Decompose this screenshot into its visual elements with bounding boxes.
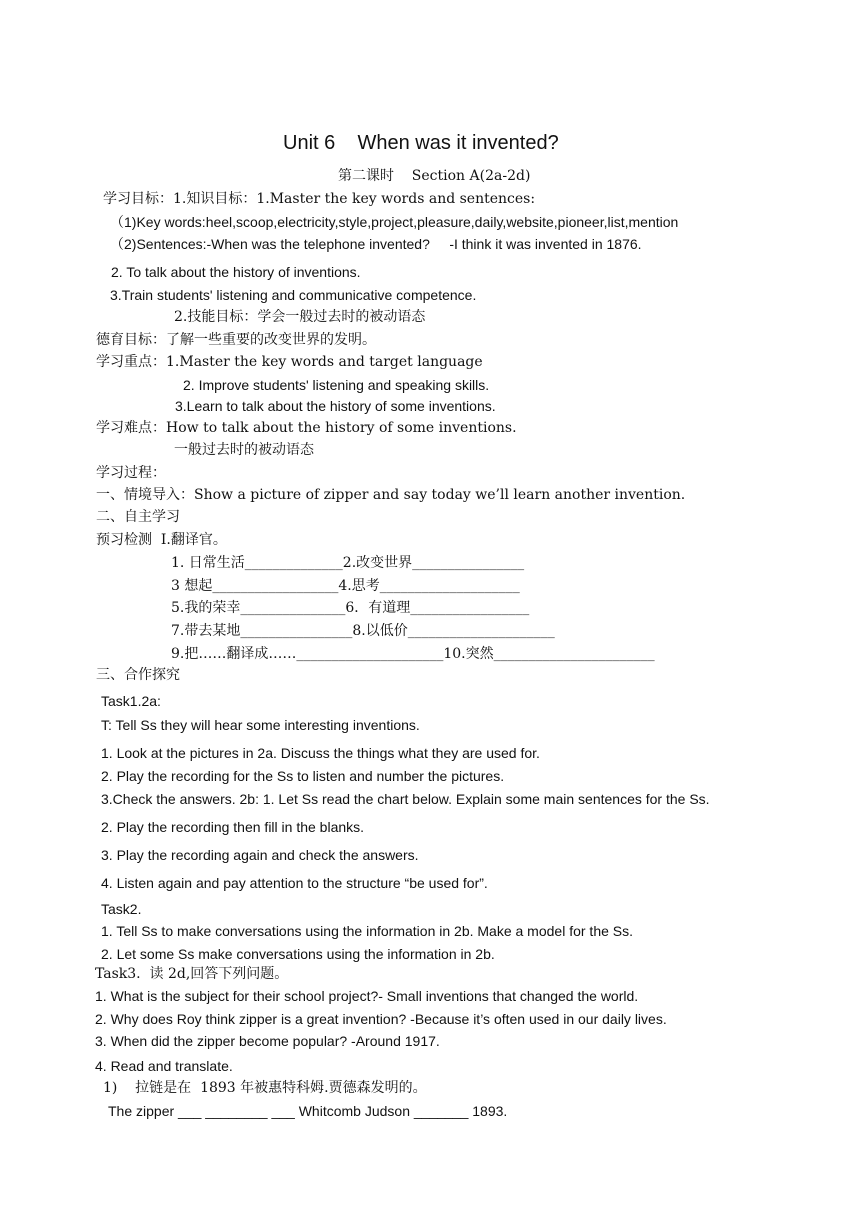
focus-line-1: 学习重点：1.Master the key words and target language — [96, 354, 483, 370]
task3-question: 1. What is the subject for their school project?- Small inventions that changed the world. — [95, 988, 639, 1004]
translate-item: 9.把……翻译成……_____________________10.突然_______________________ — [171, 646, 655, 662]
task1-step: 1. Look at the pictures in 2a. Discuss the things what they are used for. — [101, 745, 540, 761]
translate-sentence-cn: 1) 拉链是在 1893 年被惠特科姆.贾德森发明的。 — [103, 1080, 427, 1096]
intro-line: 一、情境导入：Show a picture of zipper and say today we’ll learn another invention. — [96, 487, 686, 503]
preview-heading: 预习检测 Ⅰ.翻译官。 — [96, 532, 227, 548]
moral-objective: 德育目标：了解一些重要的改变世界的发明。 — [96, 332, 376, 348]
objective-item-3: 3.Train students' listening and communicative competence. — [110, 287, 477, 303]
cooperation-heading: 三、合作探究 — [96, 667, 180, 683]
translate-item: 1. 日常生活______________2.改变世界________________ — [171, 555, 525, 571]
task1-step: 4. Listen again and pay attention to the structure “be used for”. — [101, 875, 488, 891]
task3-heading: Task3. 读 2d,回答下列问题。 — [95, 966, 289, 982]
read-translate-heading: 4. Read and translate. — [95, 1058, 233, 1074]
task1-step: 2. Play the recording for the Ss to listen and number the pictures. — [101, 768, 505, 784]
self-study-heading: 二、自主学习 — [96, 509, 180, 525]
translate-item: 5.我的荣幸_______________6．有道理_________________ — [171, 600, 530, 616]
objective-item-2: 2. To talk about the history of inventions. — [111, 264, 361, 280]
task1-step: 3.Check the answers. 2b: 1. Let Ss read the chart below. Explain some main sentences for the Ss. — [101, 791, 710, 807]
focus-line-2: 2. Improve students' listening and speaking skills. — [183, 377, 490, 393]
task2-step: 2. Let some Ss make conversations using the information in 2b. — [101, 946, 495, 962]
translate-item: 7.带去某地________________8.以低价_____________________ — [171, 623, 555, 639]
task1-heading: Task1.2a: — [101, 693, 161, 709]
objectives-line: 学习目标：1.知识目标：1.Master the key words and sentences: — [103, 191, 536, 207]
sentences-line: （2)Sentences:-When was the telephone invented? -I think it was invented in 1876. — [110, 236, 642, 252]
translate-item: 3 想起__________________4.思考____________________ — [171, 578, 520, 594]
skill-objective: 2.技能目标：学会一般过去时的被动语态 — [174, 309, 426, 325]
difficulty-line-2: 一般过去时的被动语态 — [174, 442, 314, 458]
process-heading: 学习过程： — [96, 465, 166, 481]
translate-sentence-en: The zipper ___ ________ ___ Whitcomb Judson _______ 1893. — [108, 1103, 508, 1119]
lesson-subtitle: 第二课时 Section A(2a-2d) — [338, 168, 531, 184]
task3-question: 2. Why does Roy think zipper is a great invention? -Because it’s often used in our daily lives. — [95, 1011, 667, 1027]
key-words-line: （1)Key words:heel,scoop,electricity,style,project,pleasure,daily,website,pioneer,list,mention — [110, 214, 679, 230]
task1-teacher-line: T: Tell Ss they will hear some interesting inventions. — [101, 717, 420, 733]
task2-heading: Task2. — [101, 901, 142, 917]
task1-step: 3. Play the recording again and check the answers. — [101, 847, 419, 863]
focus-line-3: 3.Learn to talk about the history of some inventions. — [175, 398, 496, 414]
page-title: Unit 6 When was it invented? — [283, 132, 559, 154]
task3-question: 3. When did the zipper become popular? -Around 1917. — [95, 1033, 440, 1049]
task1-step: 2. Play the recording then fill in the blanks. — [101, 819, 365, 835]
task2-step: 1. Tell Ss to make conversations using the information in 2b. Make a model for the Ss. — [101, 923, 634, 939]
difficulty-line-1: 学习难点：How to talk about the history of some inventions. — [96, 420, 517, 436]
